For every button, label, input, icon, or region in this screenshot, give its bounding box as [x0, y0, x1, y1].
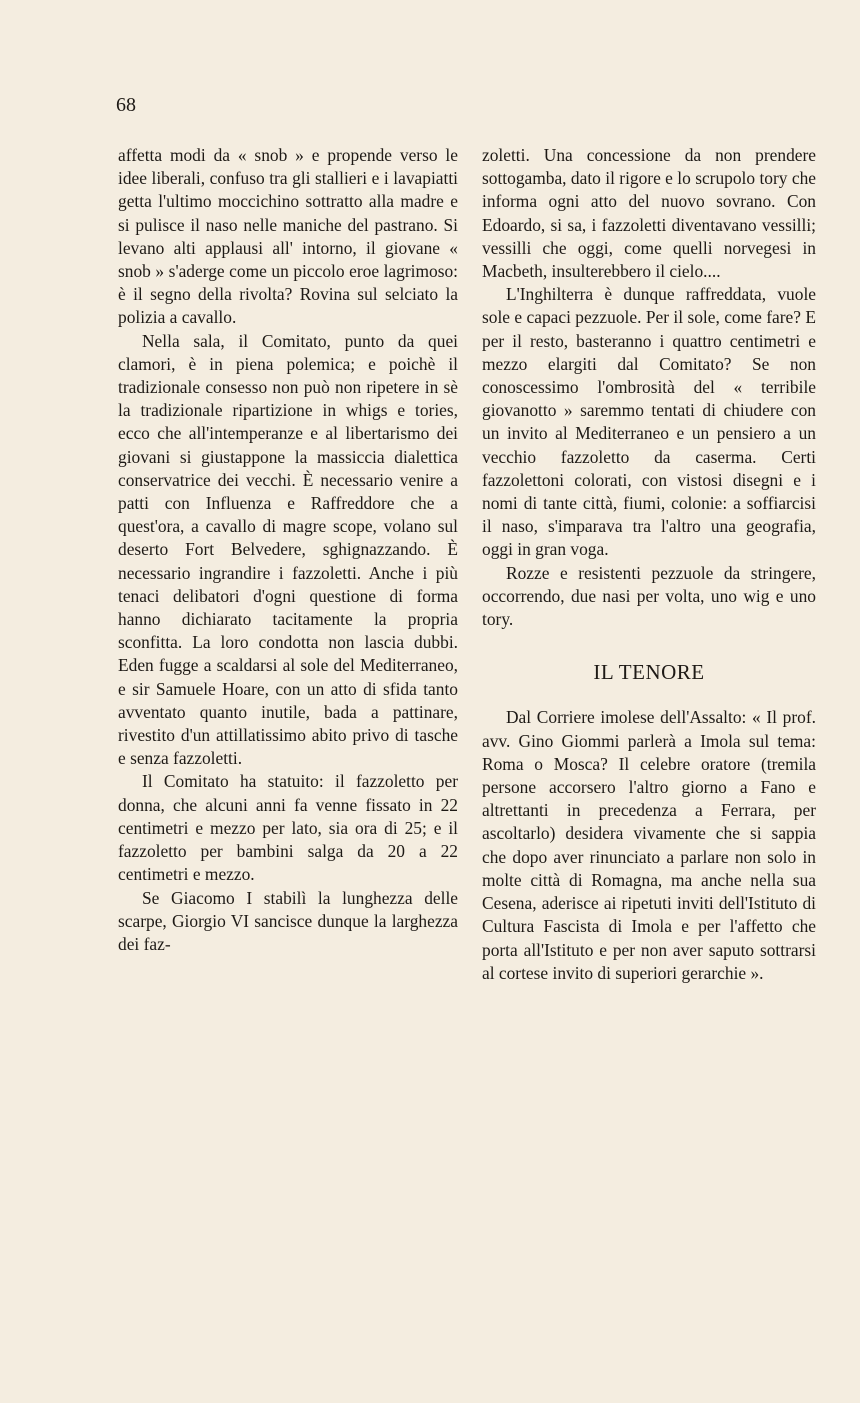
section-paragraph-1: Dal Corriere imolese dell'Assalto: « Il prof. avv. Gino Giommi parlerà a Imola sul tema: Roma o Mosca? Il celebre oratore (tremila persone accorsero l'altro giorno a Fano e altrettanti in precedenza a Ferrara, per ascoltarlo) desidera vivamente che si sappia che dopo aver rinunciato a parlare non solo in molte città di Romagna, ma anche nella sua Cesena, aderisce ai ripetuti inviti dell'Istituto di Cultura Fascista di Imola e per l'affetto che porta all'Istituto e per non aver saputo sottrarsi al cortese invito di superiori gerarchie ».	[482, 707, 816, 983]
left-column	[118, 144, 458, 956]
right-paragraph-3: Rozze e resistenti pezzuole da stringere, occorrendo, due nasi per volta, uno wig e uno tory.	[482, 562, 816, 630]
left-paragraph-4: Se Giacomo I stabilì la lunghezza delle scarpe, Giorgio VI sancisce dunque la larghezza dei faz-	[118, 887, 458, 954]
left-paragraph-2: Nella sala, il Comitato, punto da quei clamori, è in piena polemica; e poichè il tradizionale consesso non può non ripetere in sè la tradizionale ripartizione in whigs e tories, ecco che all'intemperanze e al libertarismo dei giovani si giustappone la massiccia dialettica conservatrice dei vecchi. È necessario venire a patti con Influenza e Raffreddore che a quest'ora, a cavallo di magre scope, volano sul deserto Fort Belvedere, sghignazzando. È necessario ingrandire i fazzoletti. Anche i più tenaci delibatori d'ogni questione di forma hanno dichiarato tacitamente la propria sconfitta. La loro condotta non lascia dubbi. Eden fugge a scaldarsi al sole del Mediterraneo, e sir Samuele Hoare, con un atto di sfida tanto avventato quanto inutile, bada a pattinare, rivestito d'un attillatissimo abito privo di tasche e senza fazzoletti.	[118, 330, 458, 769]
right-paragraph-2: L'Inghilterra è dunque raffreddata, vuole sole e capaci pezzuole. Per il sole, come fare? E per il resto, basteranno i quattro centimetri e mezzo elargiti dal Comitato? Se non conoscessimo l'ombrosità del « terribile giovanotto » saremmo tentati di chiudere con un invito al Mediterraneo e un pensiero a un vecchio fazzoletto da caserma. Certi fazzolettoni colorati, con vistosi disegni e i nomi di tante città, fiumi, colonie: a soffiarcisi il naso, s'imparava tra l'altro una geografia, oggi in gran voga.	[482, 284, 816, 560]
section-title: IL TENORE	[593, 660, 705, 685]
right-paragraph-1: zoletti. Una concessione da non prendere sottogamba, dato il rigore e lo scrupolo tory che informa ogni atto del nuovo sovrano. Con Edoardo, si sa, i fazzoletti diventavano vessilli; vessilli che oggi, come quelli norvegesi in Macbeth, insulterebbero il cielo....	[482, 145, 816, 282]
left-paragraph-1: affetta modi da « snob » e propende verso le idee liberali, confuso tra gli stallieri e i lavapiatti getta l'ultimo moccichino sottratto alla madre e si pulisce il naso nelle maniche del pastrano. Si levano alti applausi all' intorno, il giovane « snob » s'aderge come un piccolo eroe lagrimoso: è il segno della rivolta? Rovina sul selciato la polizia a cavallo.	[118, 145, 458, 328]
left-paragraph-3: Il Comitato ha statuito: il fazzoletto per donna, che alcuni anni fa venne fissato in 22 centimetri e mezzo per lato, sia ora di 25; e il fazzoletto per bambini salga da 20 a 22 centimetri e mezzo.	[118, 771, 458, 885]
right-column	[482, 144, 816, 985]
page-number: 68	[116, 94, 136, 116]
